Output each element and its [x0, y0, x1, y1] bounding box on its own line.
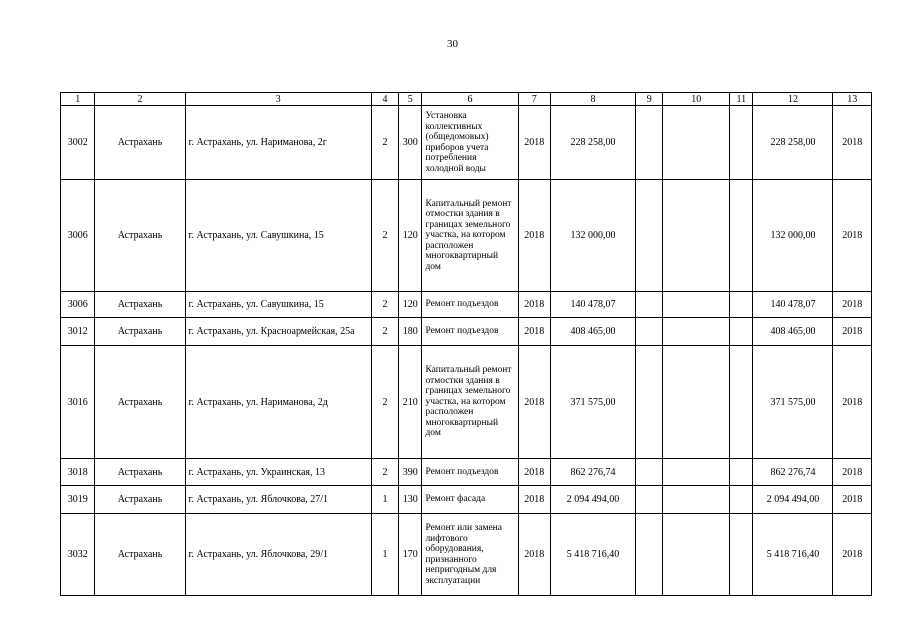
column-header: 11: [730, 93, 753, 106]
year-cell: 2018: [518, 180, 550, 292]
address-cell: г. Астрахань, ул. Яблочкова, 27/1: [185, 486, 371, 514]
col4-cell: 2: [371, 292, 398, 318]
city-cell: Астрахань: [95, 292, 185, 318]
completion-year-cell: 2018: [833, 292, 872, 318]
completion-year-cell: 2018: [833, 486, 872, 514]
table-row: [61, 106, 872, 180]
total-cost-cell: 371 575,00: [753, 346, 833, 459]
col4-cell: 1: [371, 514, 398, 596]
address-cell: г. Астрахань, ул. Савушкина, 15: [185, 180, 371, 292]
column-header: 3: [185, 93, 371, 106]
city-cell: Астрахань: [95, 459, 185, 486]
col9-cell: [636, 180, 663, 292]
completion-year-cell: 2018: [833, 346, 872, 459]
col10-cell: [663, 346, 730, 459]
address-cell: г. Астрахань, ул. Украинская, 13: [185, 459, 371, 486]
page-number: 30: [447, 38, 458, 50]
col9-cell: [636, 486, 663, 514]
col5-cell: 170: [399, 514, 422, 596]
work-type-cell: Ремонт подъездов: [422, 459, 518, 486]
work-type-cell: Ремонт или замена лифтового оборудования, признанного непригодным для эксплуатации: [422, 514, 518, 596]
column-header: 4: [371, 93, 398, 106]
address-cell: г. Астрахань, ул. Нариманова, 2д: [185, 346, 371, 459]
col4-cell: 2: [371, 180, 398, 292]
address-cell: г. Астрахань, ул. Нариманова, 2г: [185, 106, 371, 180]
table-row: [61, 486, 872, 514]
cost-cell: 371 575,00: [551, 346, 636, 459]
column-header: 7: [518, 93, 550, 106]
col5-cell: 130: [399, 486, 422, 514]
total-cost-cell: 408 465,00: [753, 318, 833, 346]
record-number-cell: 3032: [61, 514, 95, 596]
record-number-cell: 3006: [61, 180, 95, 292]
table-row: [61, 180, 872, 292]
table-row: [61, 459, 872, 486]
work-type-cell: Установка коллективных (общедомовых) приборов учета потребления холодной воды: [422, 106, 518, 180]
col9-cell: [636, 292, 663, 318]
column-header: 10: [663, 93, 730, 106]
col9-cell: [636, 459, 663, 486]
work-type-cell: Ремонт подъездов: [422, 318, 518, 346]
col11-cell: [730, 180, 753, 292]
completion-year-cell: 2018: [833, 180, 872, 292]
col10-cell: [663, 318, 730, 346]
capital-repair-table: [60, 92, 872, 596]
address-cell: г. Астрахань, ул. Красноармейская, 25а: [185, 318, 371, 346]
col4-cell: 2: [371, 318, 398, 346]
table-row: [61, 514, 872, 596]
col4-cell: 2: [371, 459, 398, 486]
year-cell: 2018: [518, 486, 550, 514]
col11-cell: [730, 318, 753, 346]
col5-cell: 210: [399, 346, 422, 459]
year-cell: 2018: [518, 292, 550, 318]
total-cost-cell: 2 094 494,00: [753, 486, 833, 514]
work-type-cell: Капитальный ремонт отмостки здания в границах земельного участка, на котором расположен многоквартирный дом: [422, 180, 518, 292]
cost-cell: 132 000,00: [551, 180, 636, 292]
address-cell: г. Астрахань, ул. Яблочкова, 29/1: [185, 514, 371, 596]
column-header: 9: [636, 93, 663, 106]
col5-cell: 390: [399, 459, 422, 486]
column-header: 12: [753, 93, 833, 106]
column-number-header-row: [61, 93, 872, 106]
total-cost-cell: 228 258,00: [753, 106, 833, 180]
cost-cell: 5 418 716,40: [551, 514, 636, 596]
col10-cell: [663, 292, 730, 318]
col5-cell: 120: [399, 292, 422, 318]
year-cell: 2018: [518, 514, 550, 596]
record-number-cell: 3019: [61, 486, 95, 514]
col11-cell: [730, 292, 753, 318]
completion-year-cell: 2018: [833, 514, 872, 596]
column-header: 8: [551, 93, 636, 106]
cost-cell: 2 094 494,00: [551, 486, 636, 514]
col10-cell: [663, 486, 730, 514]
cost-cell: 862 276,74: [551, 459, 636, 486]
record-number-cell: 3018: [61, 459, 95, 486]
col11-cell: [730, 346, 753, 459]
col5-cell: 180: [399, 318, 422, 346]
total-cost-cell: 132 000,00: [753, 180, 833, 292]
year-cell: 2018: [518, 459, 550, 486]
completion-year-cell: 2018: [833, 459, 872, 486]
year-cell: 2018: [518, 318, 550, 346]
column-header: 5: [399, 93, 422, 106]
year-cell: 2018: [518, 346, 550, 459]
city-cell: Астрахань: [95, 514, 185, 596]
col4-cell: 1: [371, 486, 398, 514]
col4-cell: 2: [371, 346, 398, 459]
col10-cell: [663, 459, 730, 486]
total-cost-cell: 5 418 716,40: [753, 514, 833, 596]
col5-cell: 300: [399, 106, 422, 180]
work-type-cell: Капитальный ремонт отмостки здания в границах земельного участка, на котором расположен многоквартирный дом: [422, 346, 518, 459]
city-cell: Астрахань: [95, 486, 185, 514]
work-type-cell: Ремонт подъездов: [422, 292, 518, 318]
cost-cell: 408 465,00: [551, 318, 636, 346]
completion-year-cell: 2018: [833, 106, 872, 180]
table-row: [61, 318, 872, 346]
total-cost-cell: 140 478,07: [753, 292, 833, 318]
table-row: [61, 292, 872, 318]
column-header: 13: [833, 93, 872, 106]
col11-cell: [730, 486, 753, 514]
cost-cell: 228 258,00: [551, 106, 636, 180]
col5-cell: 120: [399, 180, 422, 292]
year-cell: 2018: [518, 106, 550, 180]
col9-cell: [636, 514, 663, 596]
record-number-cell: 3002: [61, 106, 95, 180]
completion-year-cell: 2018: [833, 318, 872, 346]
col11-cell: [730, 459, 753, 486]
col10-cell: [663, 180, 730, 292]
address-cell: г. Астрахань, ул. Савушкина, 15: [185, 292, 371, 318]
column-header: 1: [61, 93, 95, 106]
col10-cell: [663, 106, 730, 180]
city-cell: Астрахань: [95, 106, 185, 180]
col9-cell: [636, 106, 663, 180]
col9-cell: [636, 318, 663, 346]
col11-cell: [730, 106, 753, 180]
record-number-cell: 3012: [61, 318, 95, 346]
col9-cell: [636, 346, 663, 459]
col10-cell: [663, 514, 730, 596]
column-header: 6: [422, 93, 518, 106]
col4-cell: 2: [371, 106, 398, 180]
col11-cell: [730, 514, 753, 596]
record-number-cell: 3006: [61, 292, 95, 318]
city-cell: Астрахань: [95, 318, 185, 346]
record-number-cell: 3016: [61, 346, 95, 459]
cost-cell: 140 478,07: [551, 292, 636, 318]
table-row: [61, 346, 872, 459]
city-cell: Астрахань: [95, 346, 185, 459]
city-cell: Астрахань: [95, 180, 185, 292]
work-type-cell: Ремонт фасада: [422, 486, 518, 514]
column-header: 2: [95, 93, 185, 106]
total-cost-cell: 862 276,74: [753, 459, 833, 486]
